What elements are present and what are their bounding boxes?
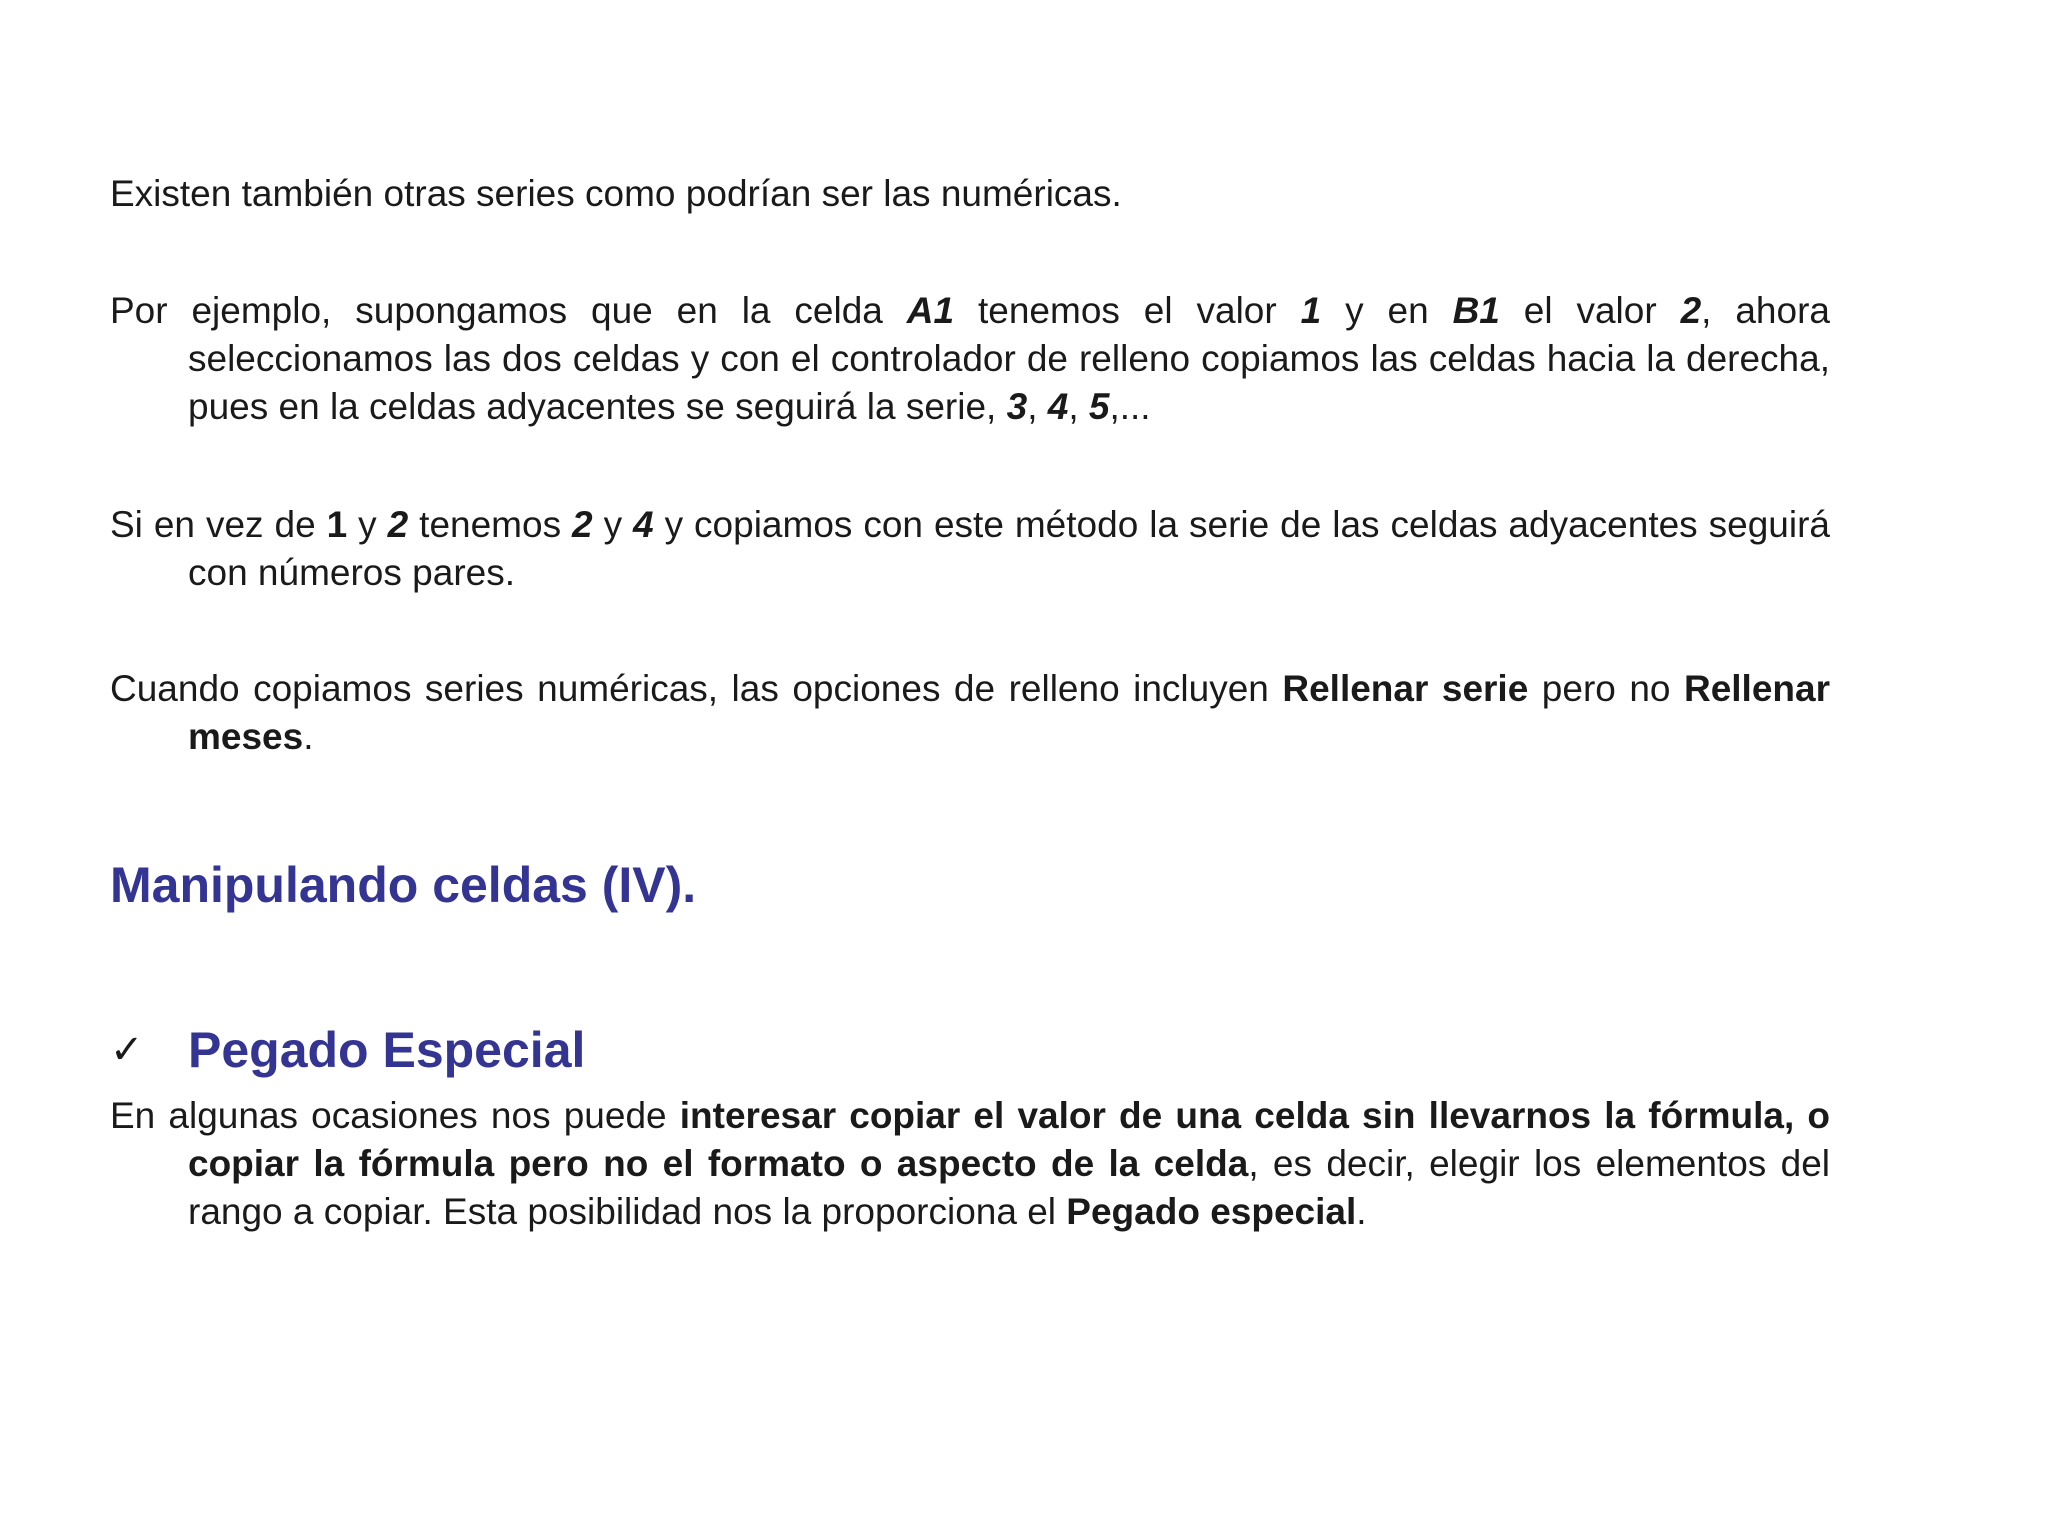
paragraph-text: Existen también otras series como podrían ser las numéricas.: [110, 173, 1122, 214]
paragraph-text: .: [1356, 1191, 1367, 1232]
paragraph-text: En algunas ocasiones nos puede: [110, 1095, 680, 1136]
paragraph-text: .: [303, 716, 314, 757]
number-2-second: 2: [572, 504, 593, 545]
paragraph-fill-options: [110, 665, 1830, 761]
paragraph-text: y: [347, 504, 388, 545]
paragraph-text: , es decir, elegir los elementos del rango a copiar. Esta posibilidad nos la proporciona el: [188, 1143, 1830, 1232]
value-1: 1: [1300, 290, 1322, 331]
paragraph-text: Por ejemplo, supongamos que en la celda: [110, 290, 907, 331]
paragraph-text: y: [592, 504, 634, 545]
number-1: 1: [326, 504, 348, 545]
section-heading: Manipulando celdas (IV).: [110, 857, 697, 913]
paragraph-example-a1-b1: [110, 287, 1830, 431]
term-pegado-especial: Pegado especial: [1066, 1191, 1357, 1232]
paragraph-text: y en: [1321, 290, 1453, 331]
cell-reference-b1: B1: [1452, 290, 1500, 331]
series-value-4: 4: [1047, 386, 1069, 427]
subsection-heading: Pegado Especial: [188, 1022, 586, 1078]
paragraph-text: pero no: [1528, 668, 1684, 709]
paragraph-paste-special: [110, 1092, 1830, 1236]
subsection-heading-row: [110, 1020, 585, 1080]
value-2: 2: [1680, 290, 1702, 331]
paragraph-numeric-series-intro: [110, 170, 1830, 218]
paragraph-text: ,: [1068, 386, 1089, 427]
paragraph-text: , ahora seleccionamos las dos celdas y con el controlador de relleno copiamos las celdas hacia la derecha, pues en la celdas adyacentes se seguirá la serie,: [188, 290, 1830, 427]
series-value-3: 3: [1006, 386, 1028, 427]
paragraph-text: Si en vez de: [110, 504, 327, 545]
paragraph-text: ,...: [1109, 386, 1151, 427]
emphasis-copy-value: interesar copiar el valor de una celda sin llevarnos la fórmula, o copiar la fórmula pero no el formato o aspecto de la celda: [188, 1095, 1830, 1184]
paragraph-even-numbers: [110, 501, 1830, 597]
paragraph-text: tenemos: [408, 504, 573, 545]
paragraph-text: Cuando copiamos series numéricas, las opciones de relleno incluyen: [110, 668, 1283, 709]
paragraph-text: y copiamos con este método la serie de las celdas adyacentes seguirá con números pares.: [188, 504, 1830, 593]
cell-reference-a1: A1: [906, 290, 955, 331]
number-2: 2: [387, 504, 409, 545]
paragraph-text: tenemos el valor: [954, 290, 1301, 331]
paragraph-text: el valor: [1499, 290, 1681, 331]
number-4: 4: [633, 504, 654, 545]
paragraph-text: ,: [1027, 386, 1048, 427]
option-rellenar-meses: Rellenar meses: [188, 668, 1830, 757]
checkmark-icon: ✓: [110, 1027, 144, 1073]
series-value-5: 5: [1088, 386, 1110, 427]
option-rellenar-serie: Rellenar serie: [1282, 668, 1529, 709]
